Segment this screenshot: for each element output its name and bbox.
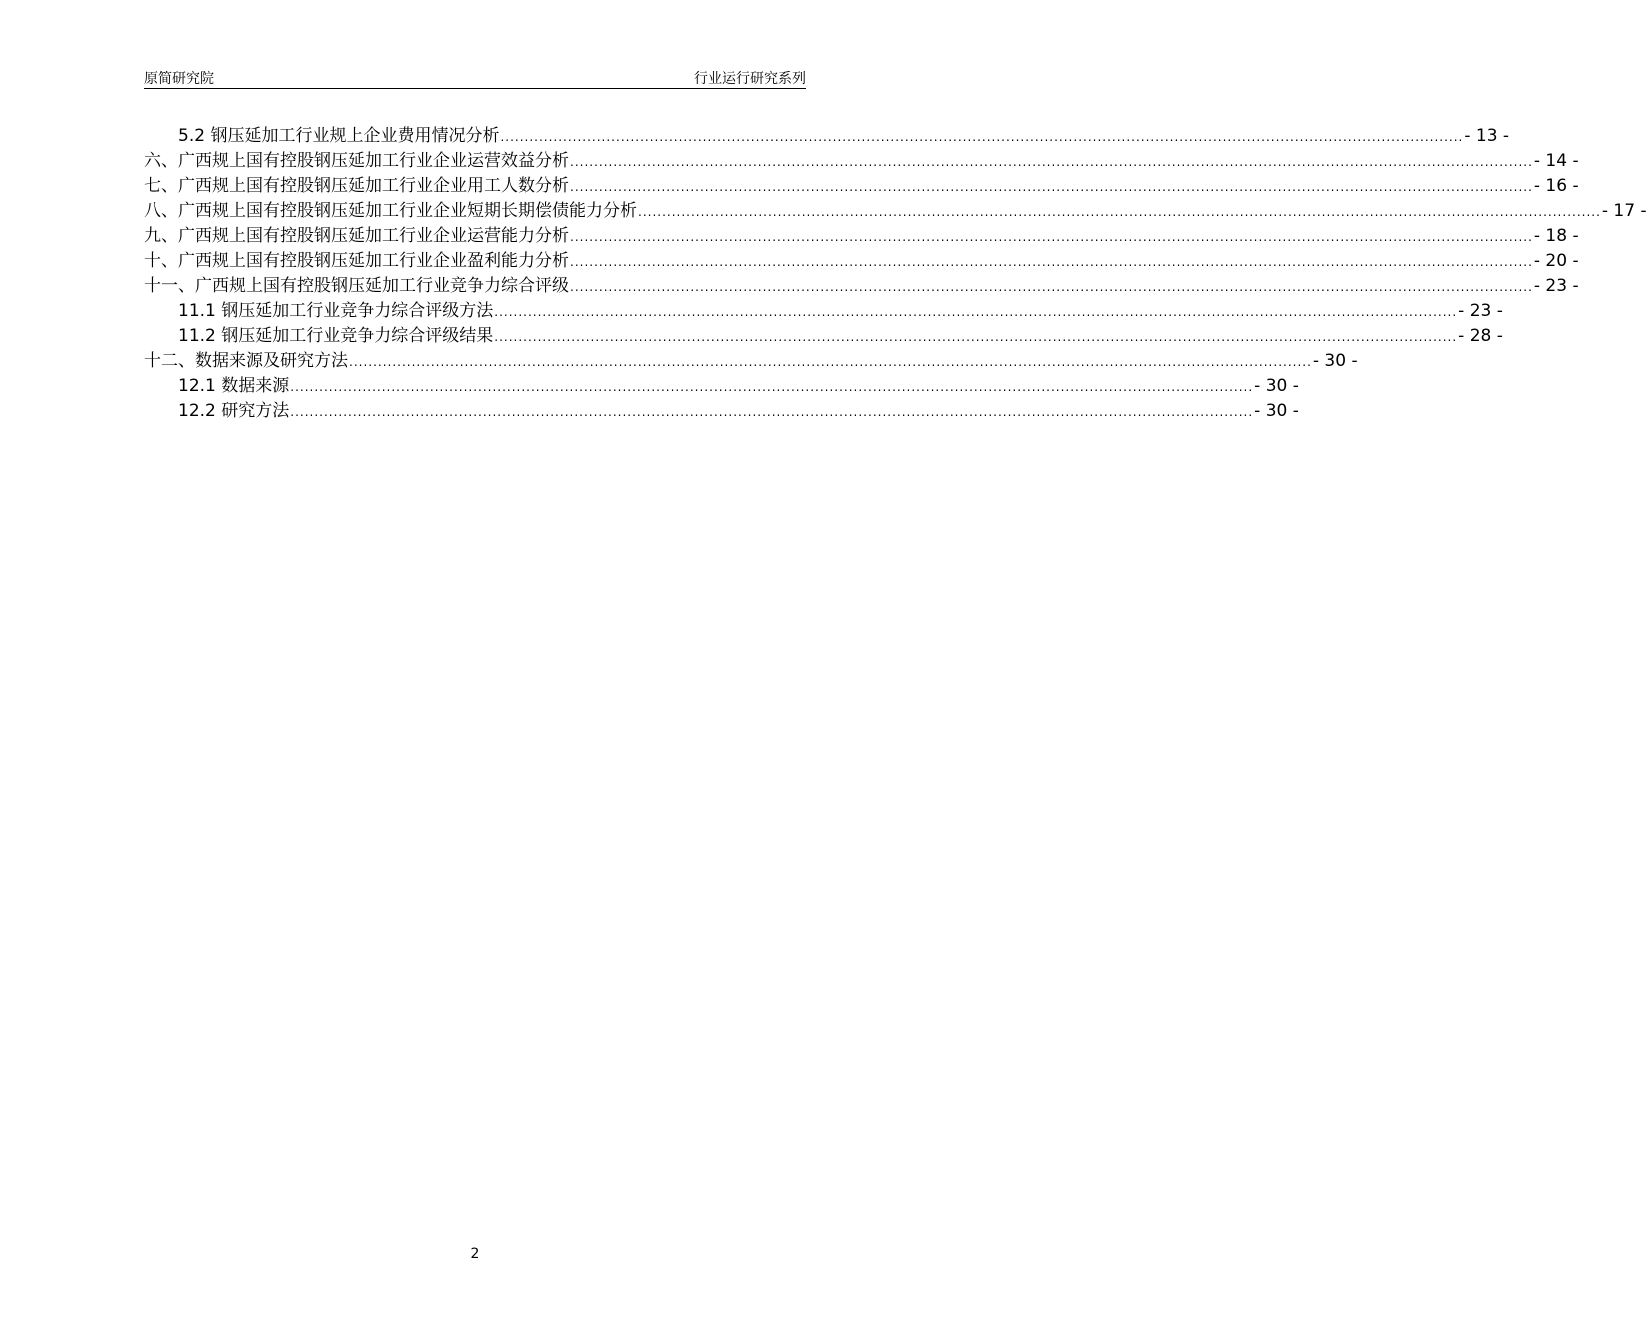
toc-entry[interactable] xyxy=(144,224,1579,249)
toc-entry-page: - 16 - xyxy=(1533,176,1579,196)
page-number: 2 xyxy=(470,1246,480,1262)
toc-entry[interactable] xyxy=(144,124,1510,149)
toc-entry-title: 十一、广西规上国有控股钢压延加工行业竞争力综合评级 xyxy=(144,276,569,296)
toc-dot-leader: ........................................................................................................................................................................................................ xyxy=(290,405,1254,419)
toc-entry-title: 七、广西规上国有控股钢压延加工行业企业用工人数分析 xyxy=(144,176,569,196)
toc-dot-leader: ........................................................................................................................................................................................................ xyxy=(570,280,1533,294)
toc-entry-title: 九、广西规上国有控股钢压延加工行业企业运营能力分析 xyxy=(144,226,569,246)
toc-entry-title: 11.2 钢压延加工行业竞争力综合评级结果 xyxy=(178,326,494,346)
toc-entry-page: - 30 - xyxy=(1312,351,1358,371)
header-right-text: 行业运行研究系列 xyxy=(694,71,806,87)
header-left-text: 原简研究院 xyxy=(144,71,214,87)
toc-entry-title: 5.2 钢压延加工行业规上企业费用情况分析 xyxy=(178,126,500,146)
toc-entry-page: - 23 - xyxy=(1533,276,1579,296)
toc-entry[interactable] xyxy=(144,299,1503,324)
toc-entry[interactable] xyxy=(144,199,1647,224)
toc-entry-page: - 14 - xyxy=(1533,151,1579,171)
toc-entry-title: 八、广西规上国有控股钢压延加工行业企业短期长期偿债能力分析 xyxy=(144,201,637,221)
toc-entry[interactable] xyxy=(144,374,1299,399)
toc-entry-title: 11.1 钢压延加工行业竞争力综合评级方法 xyxy=(178,301,494,321)
toc-entry-title: 12.1 数据来源 xyxy=(178,376,290,396)
toc-entry-page: - 30 - xyxy=(1254,401,1299,421)
toc-entry-page: - 30 - xyxy=(1254,376,1299,396)
toc-entry-title: 12.2 研究方法 xyxy=(178,401,290,421)
toc-entry-title: 十、广西规上国有控股钢压延加工行业企业盈利能力分析 xyxy=(144,251,569,271)
toc-entry-title: 六、广西规上国有控股钢压延加工行业企业运营效益分析 xyxy=(144,151,569,171)
toc-entry-title: 十二、数据来源及研究方法 xyxy=(144,351,348,371)
toc-dot-leader: ........................................................................................................................................................................................................ xyxy=(494,330,1458,344)
toc-entry-page: - 23 - xyxy=(1458,301,1503,321)
toc-entry[interactable] xyxy=(144,324,1503,349)
toc-dot-leader: ........................................................................................................................................................................................................ xyxy=(570,180,1533,194)
toc-entry[interactable] xyxy=(144,274,1579,299)
table-of-contents xyxy=(144,124,1647,424)
toc-entry-page: - 13 - xyxy=(1464,126,1510,146)
toc-dot-leader: ........................................................................................................................................................................................................ xyxy=(500,130,1464,144)
toc-entry[interactable] xyxy=(144,399,1299,424)
toc-entry[interactable] xyxy=(144,349,1358,374)
toc-dot-leader: ........................................................................................................................................................................................................ xyxy=(494,305,1458,319)
toc-dot-leader: ........................................................................................................................................................................................................ xyxy=(570,255,1533,269)
toc-entry-page: - 20 - xyxy=(1533,251,1579,271)
toc-dot-leader: ........................................................................................................................................................................................................ xyxy=(290,380,1254,394)
toc-dot-leader: ........................................................................................................................................................................................................ xyxy=(570,155,1533,169)
toc-entry-page: - 28 - xyxy=(1458,326,1503,346)
header-rule xyxy=(144,88,806,89)
toc-entry-page: - 18 - xyxy=(1533,226,1579,246)
toc-dot-leader: ........................................................................................................................................................................................................ xyxy=(638,205,1601,219)
toc-entry[interactable] xyxy=(144,174,1579,199)
toc-entry[interactable] xyxy=(144,149,1579,174)
toc-entry[interactable] xyxy=(144,249,1579,274)
toc-entry-page: - 17 - xyxy=(1601,201,1647,221)
toc-dot-leader: ........................................................................................................................................................................................................ xyxy=(570,230,1533,244)
toc-dot-leader: ........................................................................................................................................................................................................ xyxy=(349,355,1312,369)
